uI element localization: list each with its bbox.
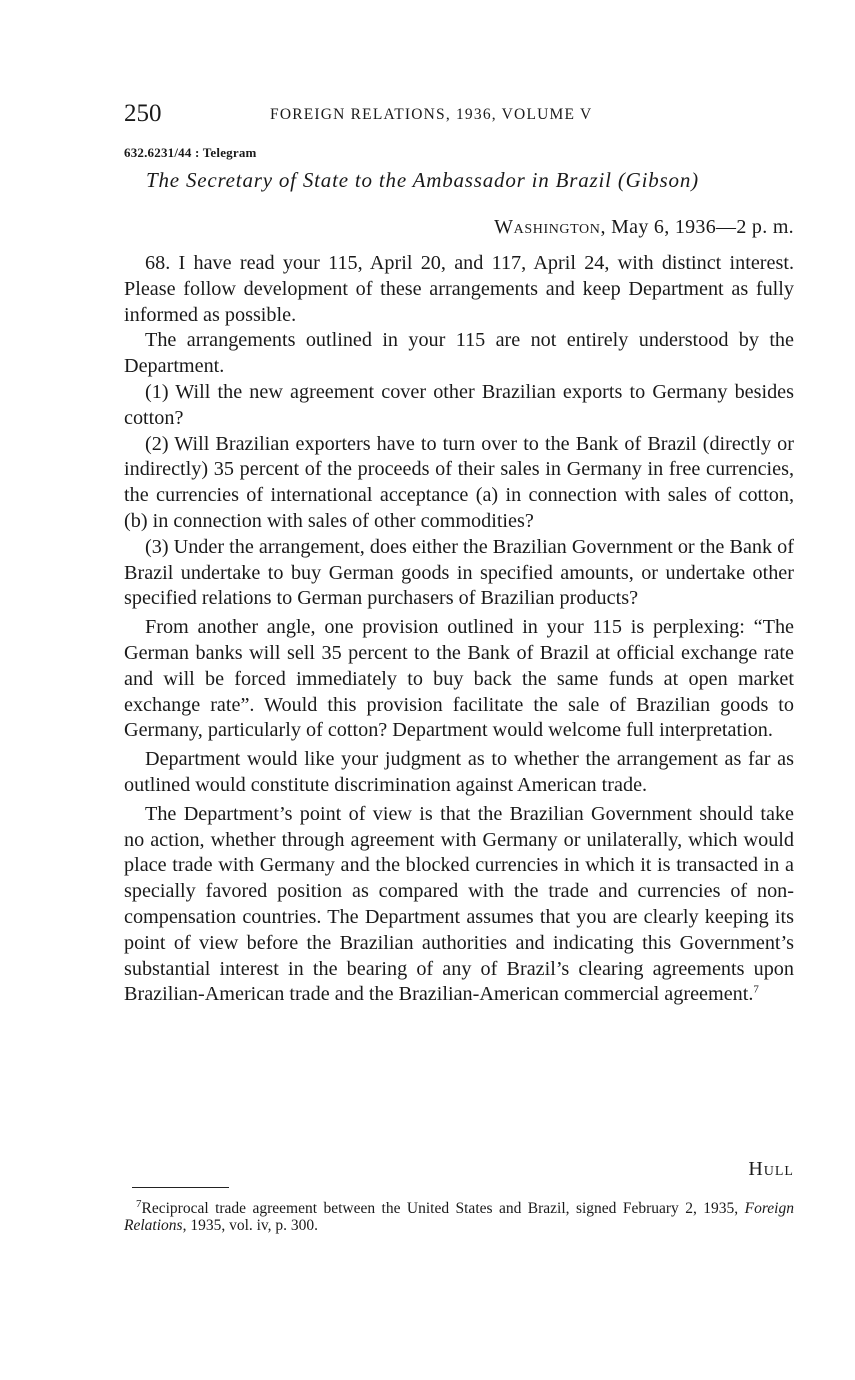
running-head	[124, 100, 794, 130]
paragraph-4: (2) Will Brazilian exporters have to turn over to the Bank of Brazil (directly or indirectly) 35 percent of the proceeds of their sales in Germany in free currencies, the currencies of international acceptance (a) in connection with sales of cotton, (b) in connection with sales of other commodities?	[124, 432, 794, 532]
paragraph-1: 68. I have read your 115, April 20, and 117, April 24, with distinct interest. Please follow development of these arrangements and keep Department as fully informed as possible.	[124, 252, 794, 326]
paragraph-3: (1) Will the new agreement cover other Brazilian exports to Germany besides cotton?	[124, 380, 794, 429]
footnote-text-before: Reciprocal trade agreement between the United States and Brazil, signed February 2, 1935,	[141, 1200, 745, 1217]
paragraph-2: The arrangements outlined in your 115 are not entirely understood by the Department.	[124, 329, 794, 378]
paragraph-8-text: The Department’s point of view is that the Brazilian Government should take no action, whether through agreement with Germany or unilaterally, which would place trade with Germany and the blocked currencies in which it is transacted in a specially favored position as compared with the trade and currencies of non-compensation countries. The Department assumes that you are clearly keeping its point of view before the Brazilian authorities and indicating this Government’s substantial interest in the bearing of any of Brazil’s clearing agreements upon Brazilian-American trade and the Brazilian-American commercial agreement.	[124, 802, 794, 1006]
running-title: FOREIGN RELATIONS, 1936, VOLUME V	[270, 106, 593, 123]
telegram-body	[124, 251, 794, 1008]
footnote-marker: 7	[136, 1197, 142, 1210]
footnote-text-after: , 1935, vol. iv, p. 300.	[182, 1217, 319, 1234]
file-reference: 632.6231/44 : Telegram	[124, 145, 257, 160]
dateline	[494, 216, 794, 239]
footnote-italic-title: Foreign Relations	[124, 1200, 794, 1234]
dateline-date: , May 6, 1936—2 p. m.	[600, 216, 794, 238]
paragraph-7: Department would like your judgment as to whether the arrangement as far as outlined would constitute discrimination against American trade.	[124, 748, 794, 796]
page-number: 250	[124, 100, 162, 127]
footnote	[124, 1197, 794, 1234]
dateline-place: Washington	[494, 216, 601, 238]
paragraph-5: (3) Under the arrangement, does either the Brazilian Government or the Bank of Brazil undertake to buy German goods in specified amounts, or undertake other specified relations to German purchasers of Brazilian products?	[124, 535, 794, 610]
paragraph-6: From another angle, one provision outlined in your 115 is perplexing: “The German banks will sell 35 percent to the Bank of Brazil at official exchange rate and will be forced immediately to buy back the same funds at open market exchange rate”. Would this provision facilitate the sale of Brazilian goods to Germany, particularly of cotton? Department would welcome full interpretation.	[124, 616, 794, 742]
paragraph-8	[124, 802, 794, 1008]
footnote-reference: 7	[753, 983, 759, 996]
signature: Hull	[748, 1158, 794, 1180]
footnote-divider	[132, 1187, 229, 1188]
document-heading: The Secretary of State to the Ambassador in Brazil (Gibson)	[146, 168, 699, 192]
